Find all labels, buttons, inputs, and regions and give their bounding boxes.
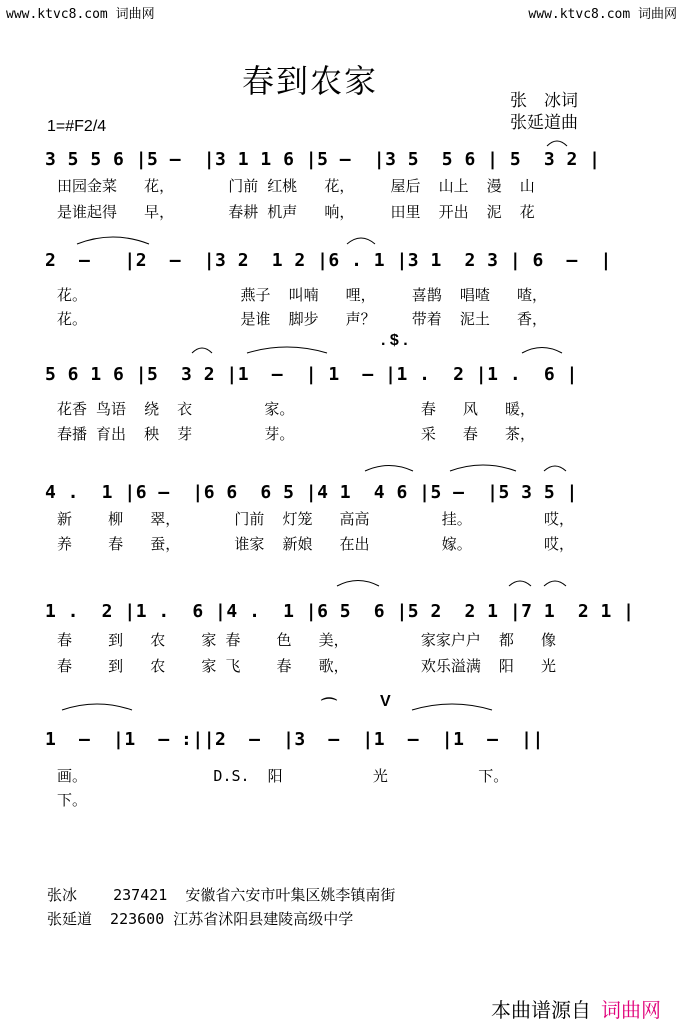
lyrics-verse-2: 下。 [57,791,88,809]
fermata-mark: ⌒ [321,698,338,715]
lyrics-verse-2: 养 春 蚕， 谁家 新娘 在出 嫁。 哎， [57,535,575,553]
watermark-right: www.ktvc8.com 词曲网 [528,7,677,22]
lyricist-credit: 张 冰词 [510,91,578,110]
watermark-left: www.ktvc8.com 词曲网 [6,7,155,22]
lyrics-verse-1: 春 到 农 家 春 色 美， 家家户户 都 像 [57,631,556,649]
footer-address-composer: 张延道 223600 江苏省沭阳县建陵高级中学 [47,910,354,928]
lyrics-verse-2: 花。 是谁 脚步 声？ 带着 泥土 香， [57,310,547,328]
site-name[interactable]: 词曲网 [601,1000,661,1022]
lyrics-verse-1: 田园金菜 花， 门前 红桃 花， 屋后 山上 漫 山 [57,177,535,195]
source-text: 本曲谱源自 [491,1000,591,1022]
lyrics-verse-1: 新 柳 翠， 门前 灯笼 高高 挂。 哎， [57,510,575,528]
lyrics-verse-2: 是谁起得 早， 春耕 机声 响， 田里 开出 泥 花 [57,203,535,221]
lyrics-verse-1: 画。 D.S. 阳 光 下。 [57,767,509,785]
notes-line: 3 5 5 6 |5 — |3 1 1 6 |5 — |3 5 5 6 | 5 3 2 | [45,149,601,170]
tie-mark [542,462,568,472]
tie-mark [363,462,415,472]
key-signature: 1=#F2/4 [47,118,107,135]
tie-mark [335,577,381,587]
notes-line: 4 . 1 |6 — |6 6 6 5 |4 1 4 6 |5 — |5 3 5 | [45,482,578,503]
tie-mark [190,344,214,354]
tie-mark [75,234,151,246]
notes-line: 5 6 1 6 |5 3 2 |1 — | 1 — |1 . 2 |1 . 6 | [45,364,578,385]
tie-mark [520,344,564,354]
song-title: 春到农家 [241,62,378,100]
breath-mark: V [380,693,391,710]
notes-line: 1 — |1 — :||2 — |3 — |1 — |1 — || [45,729,544,750]
footer-address-lyricist: 张冰 237421 安徽省六安市叶集区姚李镇南街 [47,886,396,904]
lyrics-verse-1: 花。 燕子 叫喃 哩， 喜鹊 唱喳 喳， [57,286,547,304]
tie-mark [545,137,569,147]
notes-line: 2 — |2 — |3 2 1 2 |6 . 1 |3 1 2 3 | 6 — | [45,250,612,271]
segno-mark: . $ . [381,332,408,349]
tie-mark [507,577,533,587]
tie-mark [345,234,377,246]
source-brand [491,994,661,1023]
tie-mark [448,462,518,472]
lyrics-verse-2: 春播 育出 秧 芽 芽。 采 春 茶， [57,425,536,443]
lyrics-verse-2: 春 到 农 家 飞 春 歌， 欢乐溢满 阳 光 [57,657,556,675]
composer-credit: 张延道曲 [510,113,578,132]
notes-line: 1 . 2 |1 . 6 |4 . 1 |6 5 6 |5 2 2 1 |7 1 2 1 | [45,601,635,622]
lyrics-verse-1: 花香 鸟语 绕 衣 家。 春 风 暖， [57,400,536,418]
tie-mark [245,344,329,354]
tie-mark [542,577,568,587]
tie-mark [60,701,134,711]
tie-mark [410,701,494,711]
